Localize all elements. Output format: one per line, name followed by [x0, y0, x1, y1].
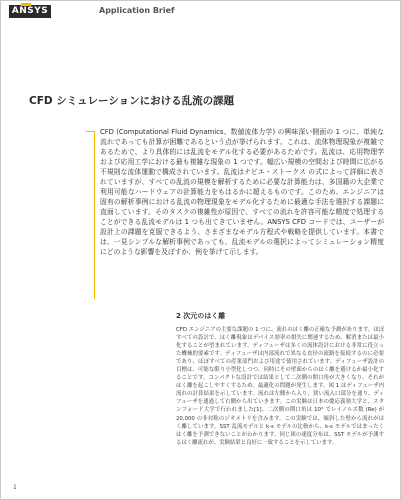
page-title: CFD シミュレーションにおける乱流の課題: [29, 95, 235, 107]
logo-accent-mark: [21, 3, 31, 6]
page-header: [1, 1, 400, 23]
intro-paragraph: CFD (Computational Fluid Dynamics、数値流体力学) の興味深い側面の 1 つに、単純な流れであっても計算が困難であるという点が挙げられます。これは、流体物理現象が複雑であるためで、より具体的には乱流をモデル化する必要があるためです。乱流は、応用物理学および応用工学における最も複雑な現象の 1 つです。幅広い規模の空間および時間に広がる不規則な流体運動で構成されています。乱流はナビエ・ストークス の式によって詳細に表されていますが、すべての乱流の規模を解析するために必要な計算能力は、多国籍の大企業で利用可能なハードウェアの計算能力をもはるかに超えるものです。このため、エンジニアは固有の解析事例における乱流の物理現象をモデル化するために最適な手法を選択する課題に直面しています。そのタスクの複雑性が原因で、すべての流れを許容可能な精度で処理することができる乱流モデルは 1 つも出てきていません。ANSYS CFD コードでは、ユーザーが設計上の課題を克服できるよう、さまざまなモデル方程式や戦略を提供しています。本書では、一見シンプルな解析事例であっても、乱流モデルの選択によってシミュレーション精度にどのような影響を及ぼすか、例を挙げて示します。: [100, 128, 384, 256]
page-number: 1: [13, 484, 17, 491]
section-title: 2 次元のはく離: [176, 312, 226, 320]
intro-block: [94, 127, 384, 257]
document-type-label: Application Brief: [99, 6, 175, 15]
ansys-logo: [9, 5, 51, 18]
intro-accent-bar: [94, 131, 95, 299]
intro-bracket-line: [86, 131, 94, 141]
logo-text: ANSYS: [11, 6, 49, 16]
section-body-paragraph: CFD エンジニアの主要な課題の 1 つに、流れのはく離の正確な予測があります。ほぼすべての設計で、はく離現象はデバイス効率の損失に関連するため、解消または最小化することが望まれています。ディフューザは多くの流体設計における非常に役立った機械的要素です。ディフューザは内部流れで異なる直径の流路を接続するのに必要であり、ほぼすべての産業部門および用途で使用されています。ディフューザ設計の目標は、可能な限り小型化しつつ、同時にその壁面からのはく離を避けるか最小化することです。コンパクトな設計では結果として二次側の開口角が大きくなり、それがはく離を起こしやすくするため、最適化の問題が発生します。図 1 はディフューザ内流れの計算結果を示しています。流れは左側から入り、狭い流入口部分を通り、ディフューザを通過して右側から出ていきます。この実験は日本の慶応義塾大学と、スタンフォード大学で行われました[1]。二次側の開口角は 10° でレイノルズ数 (Re) が 20,000 の非対称のジオメトリを含みます。この実験では、傾斜した壁から流れがはく離しています。SST 乱流モデルと k-ε モデルの比較から、k-ε モデルではまったくはく離を予測できないことがわかります。同じ図の速度分布は、SST モデルが予測するはく離流れが、実験結果と良好に一致することを示しています。: [176, 327, 384, 446]
